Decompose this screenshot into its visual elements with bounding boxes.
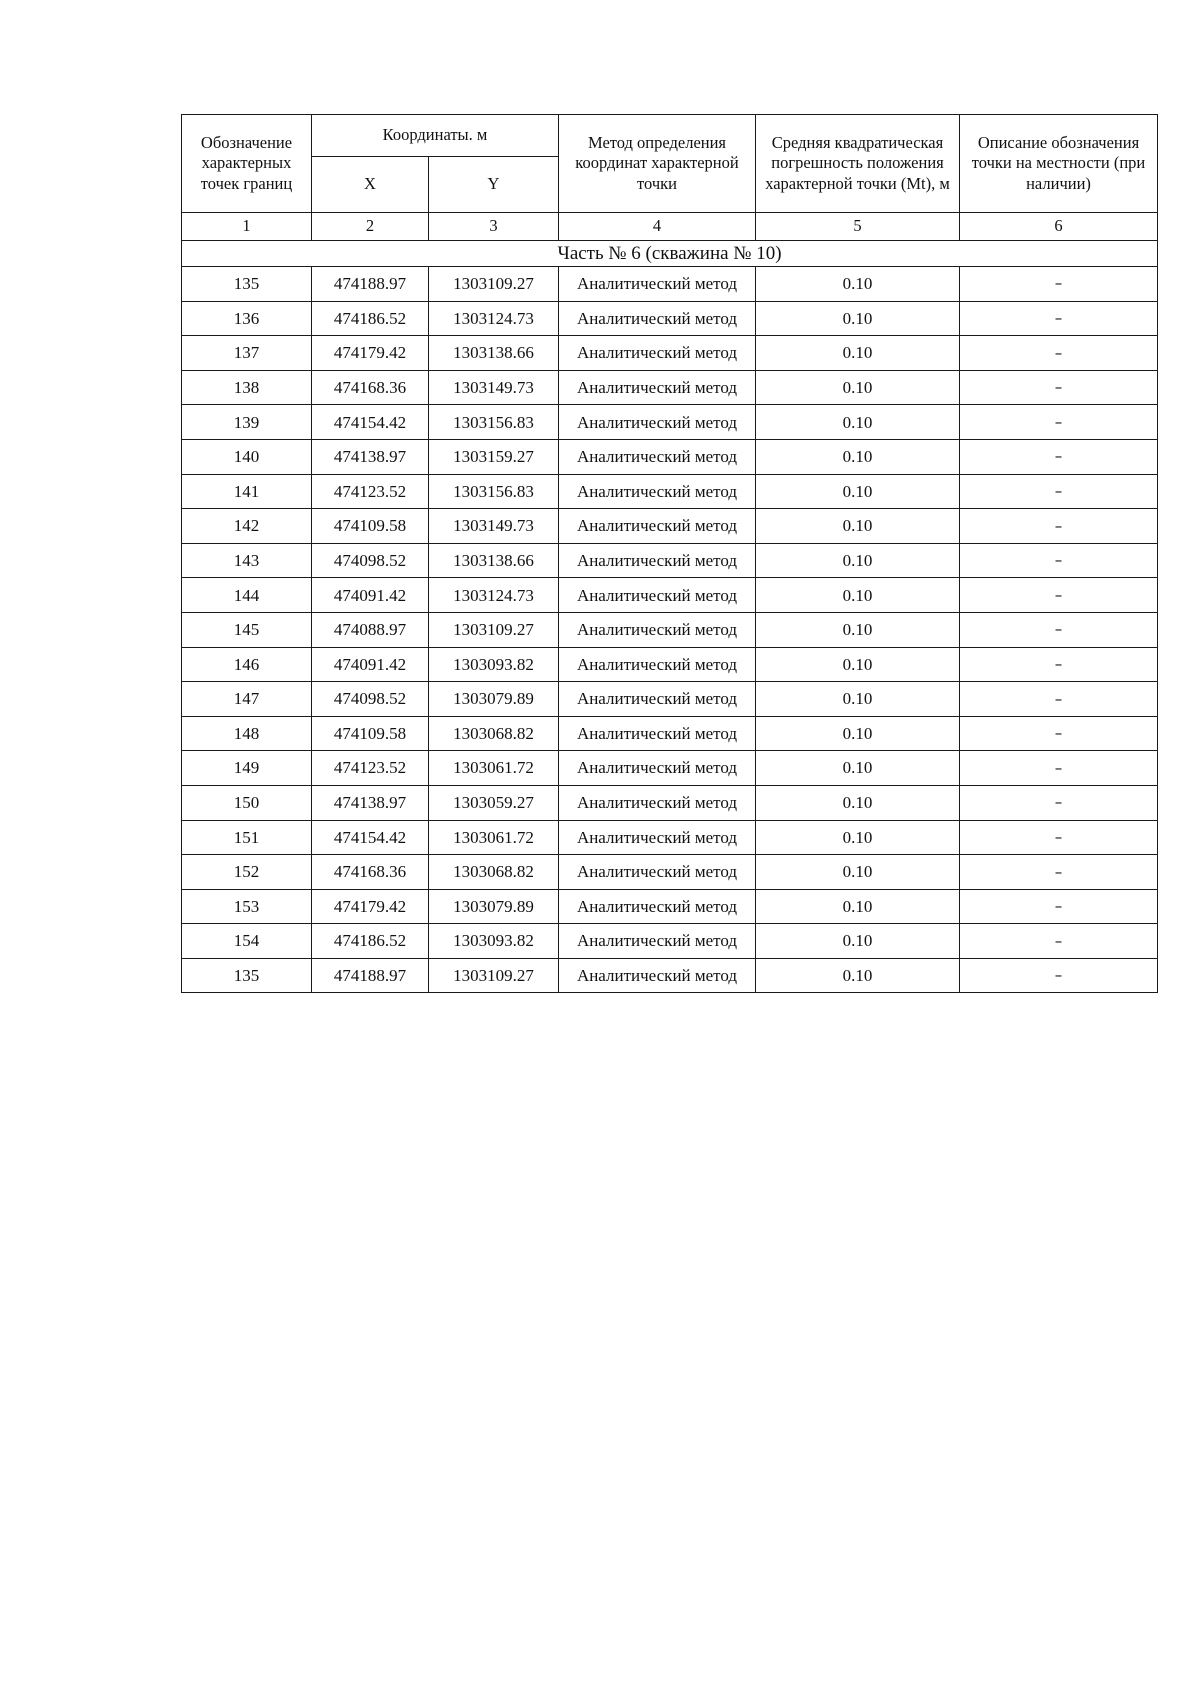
x-coordinate-cell: 474188.97 bbox=[312, 958, 429, 993]
accuracy-cell: 0.10 bbox=[756, 301, 960, 336]
y-coordinate-cell: 1303159.27 bbox=[429, 439, 559, 474]
description-cell: – bbox=[960, 405, 1158, 440]
accuracy-cell: 0.10 bbox=[756, 439, 960, 474]
column-number-row bbox=[182, 213, 1158, 241]
x-coordinate-cell: 474186.52 bbox=[312, 924, 429, 959]
x-coordinate-cell: 474098.52 bbox=[312, 682, 429, 717]
table-row bbox=[182, 889, 1158, 924]
table-row bbox=[182, 924, 1158, 959]
point-cell: 138 bbox=[182, 370, 312, 405]
point-cell: 139 bbox=[182, 405, 312, 440]
description-cell: – bbox=[960, 612, 1158, 647]
method-cell: Аналитический метод bbox=[559, 267, 756, 302]
x-coordinate-cell: 474154.42 bbox=[312, 405, 429, 440]
method-cell: Аналитический метод bbox=[559, 647, 756, 682]
y-coordinate-cell: 1303109.27 bbox=[429, 958, 559, 993]
x-coordinate-cell: 474168.36 bbox=[312, 855, 429, 890]
point-cell: 147 bbox=[182, 682, 312, 717]
description-cell: – bbox=[960, 958, 1158, 993]
method-cell: Аналитический метод bbox=[559, 889, 756, 924]
method-cell: Аналитический метод bbox=[559, 405, 756, 440]
y-coordinate-cell: 1303156.83 bbox=[429, 474, 559, 509]
description-cell: – bbox=[960, 543, 1158, 578]
x-coordinate-cell: 474186.52 bbox=[312, 301, 429, 336]
table-row bbox=[182, 820, 1158, 855]
method-cell: Аналитический метод bbox=[559, 543, 756, 578]
accuracy-cell: 0.10 bbox=[756, 785, 960, 820]
table-row bbox=[182, 439, 1158, 474]
accuracy-cell: 0.10 bbox=[756, 336, 960, 371]
accuracy-cell: 0.10 bbox=[756, 889, 960, 924]
table-row bbox=[182, 370, 1158, 405]
method-cell: Аналитический метод bbox=[559, 716, 756, 751]
y-coordinate-cell: 1303093.82 bbox=[429, 924, 559, 959]
method-cell: Аналитический метод bbox=[559, 855, 756, 890]
y-coordinate-cell: 1303068.82 bbox=[429, 716, 559, 751]
table-row bbox=[182, 785, 1158, 820]
point-cell: 136 bbox=[182, 301, 312, 336]
y-coordinate-cell: 1303061.72 bbox=[429, 751, 559, 786]
point-cell: 153 bbox=[182, 889, 312, 924]
description-cell: – bbox=[960, 820, 1158, 855]
coordinates-table bbox=[181, 114, 1158, 993]
point-cell: 144 bbox=[182, 578, 312, 613]
y-coordinate-cell: 1303109.27 bbox=[429, 612, 559, 647]
method-cell: Аналитический метод bbox=[559, 924, 756, 959]
header-point-designation: Обозначение характерных точек границ bbox=[182, 115, 312, 213]
y-coordinate-cell: 1303079.89 bbox=[429, 682, 559, 717]
point-cell: 151 bbox=[182, 820, 312, 855]
y-coordinate-cell: 1303068.82 bbox=[429, 855, 559, 890]
description-cell: – bbox=[960, 370, 1158, 405]
description-cell: – bbox=[960, 301, 1158, 336]
method-cell: Аналитический метод bbox=[559, 474, 756, 509]
column-number: 3 bbox=[429, 213, 559, 241]
table-row bbox=[182, 509, 1158, 544]
table-row bbox=[182, 301, 1158, 336]
description-cell: – bbox=[960, 785, 1158, 820]
point-cell: 152 bbox=[182, 855, 312, 890]
method-cell: Аналитический метод bbox=[559, 612, 756, 647]
accuracy-cell: 0.10 bbox=[756, 751, 960, 786]
table-row bbox=[182, 612, 1158, 647]
y-coordinate-cell: 1303124.73 bbox=[429, 301, 559, 336]
x-coordinate-cell: 474123.52 bbox=[312, 751, 429, 786]
x-coordinate-cell: 474154.42 bbox=[312, 820, 429, 855]
accuracy-cell: 0.10 bbox=[756, 958, 960, 993]
table-body bbox=[182, 267, 1158, 993]
accuracy-cell: 0.10 bbox=[756, 716, 960, 751]
column-number: 4 bbox=[559, 213, 756, 241]
point-cell: 142 bbox=[182, 509, 312, 544]
description-cell: – bbox=[960, 474, 1158, 509]
point-cell: 137 bbox=[182, 336, 312, 371]
y-coordinate-cell: 1303138.66 bbox=[429, 336, 559, 371]
table-row bbox=[182, 405, 1158, 440]
method-cell: Аналитический метод bbox=[559, 578, 756, 613]
point-cell: 146 bbox=[182, 647, 312, 682]
description-cell: – bbox=[960, 267, 1158, 302]
point-cell: 149 bbox=[182, 751, 312, 786]
method-cell: Аналитический метод bbox=[559, 301, 756, 336]
x-coordinate-cell: 474109.58 bbox=[312, 716, 429, 751]
point-cell: 140 bbox=[182, 439, 312, 474]
table-row bbox=[182, 336, 1158, 371]
method-cell: Аналитический метод bbox=[559, 785, 756, 820]
x-coordinate-cell: 474179.42 bbox=[312, 889, 429, 924]
method-cell: Аналитический метод bbox=[559, 336, 756, 371]
x-coordinate-cell: 474091.42 bbox=[312, 647, 429, 682]
section-row bbox=[182, 241, 1158, 267]
description-cell: – bbox=[960, 716, 1158, 751]
section-title: Часть № 6 (скважина № 10) bbox=[182, 241, 1158, 267]
point-cell: 143 bbox=[182, 543, 312, 578]
accuracy-cell: 0.10 bbox=[756, 924, 960, 959]
x-coordinate-cell: 474091.42 bbox=[312, 578, 429, 613]
x-coordinate-cell: 474109.58 bbox=[312, 509, 429, 544]
accuracy-cell: 0.10 bbox=[756, 405, 960, 440]
table-row bbox=[182, 267, 1158, 302]
accuracy-cell: 0.10 bbox=[756, 578, 960, 613]
method-cell: Аналитический метод bbox=[559, 751, 756, 786]
x-coordinate-cell: 474179.42 bbox=[312, 336, 429, 371]
header-y: Y bbox=[429, 157, 559, 213]
y-coordinate-cell: 1303149.73 bbox=[429, 509, 559, 544]
method-cell: Аналитический метод bbox=[559, 509, 756, 544]
y-coordinate-cell: 1303149.73 bbox=[429, 370, 559, 405]
x-coordinate-cell: 474188.97 bbox=[312, 267, 429, 302]
header-method: Метод определения координат характерной точки bbox=[559, 115, 756, 213]
description-cell: – bbox=[960, 751, 1158, 786]
description-cell: – bbox=[960, 509, 1158, 544]
y-coordinate-cell: 1303079.89 bbox=[429, 889, 559, 924]
y-coordinate-cell: 1303109.27 bbox=[429, 267, 559, 302]
y-coordinate-cell: 1303059.27 bbox=[429, 785, 559, 820]
x-coordinate-cell: 474098.52 bbox=[312, 543, 429, 578]
column-number: 1 bbox=[182, 213, 312, 241]
accuracy-cell: 0.10 bbox=[756, 647, 960, 682]
point-cell: 145 bbox=[182, 612, 312, 647]
accuracy-cell: 0.10 bbox=[756, 855, 960, 890]
table-row bbox=[182, 578, 1158, 613]
y-coordinate-cell: 1303093.82 bbox=[429, 647, 559, 682]
table-row bbox=[182, 682, 1158, 717]
table-row bbox=[182, 751, 1158, 786]
description-cell: – bbox=[960, 439, 1158, 474]
description-cell: – bbox=[960, 682, 1158, 717]
y-coordinate-cell: 1303138.66 bbox=[429, 543, 559, 578]
header-accuracy: Средняя квадратическая погрешность положения характерной точки (Mt), м bbox=[756, 115, 960, 213]
description-cell: – bbox=[960, 889, 1158, 924]
method-cell: Аналитический метод bbox=[559, 370, 756, 405]
x-coordinate-cell: 474138.97 bbox=[312, 785, 429, 820]
accuracy-cell: 0.10 bbox=[756, 682, 960, 717]
y-coordinate-cell: 1303156.83 bbox=[429, 405, 559, 440]
point-cell: 148 bbox=[182, 716, 312, 751]
point-cell: 150 bbox=[182, 785, 312, 820]
accuracy-cell: 0.10 bbox=[756, 267, 960, 302]
point-cell: 141 bbox=[182, 474, 312, 509]
point-cell: 135 bbox=[182, 267, 312, 302]
description-cell: – bbox=[960, 647, 1158, 682]
point-cell: 135 bbox=[182, 958, 312, 993]
column-number: 5 bbox=[756, 213, 960, 241]
point-cell: 154 bbox=[182, 924, 312, 959]
x-coordinate-cell: 474088.97 bbox=[312, 612, 429, 647]
table-row bbox=[182, 855, 1158, 890]
y-coordinate-cell: 1303061.72 bbox=[429, 820, 559, 855]
table-row bbox=[182, 647, 1158, 682]
description-cell: – bbox=[960, 336, 1158, 371]
accuracy-cell: 0.10 bbox=[756, 820, 960, 855]
table-row bbox=[182, 958, 1158, 993]
header-coordinates: Координаты. м bbox=[312, 115, 559, 157]
table-row bbox=[182, 716, 1158, 751]
method-cell: Аналитический метод bbox=[559, 820, 756, 855]
description-cell: – bbox=[960, 924, 1158, 959]
column-number: 6 bbox=[960, 213, 1158, 241]
header-description: Описание обозначения точки на местности (при наличии) bbox=[960, 115, 1158, 213]
header-row bbox=[182, 115, 1158, 157]
table-row bbox=[182, 543, 1158, 578]
method-cell: Аналитический метод bbox=[559, 958, 756, 993]
accuracy-cell: 0.10 bbox=[756, 509, 960, 544]
x-coordinate-cell: 474123.52 bbox=[312, 474, 429, 509]
x-coordinate-cell: 474138.97 bbox=[312, 439, 429, 474]
method-cell: Аналитический метод bbox=[559, 439, 756, 474]
column-number: 2 bbox=[312, 213, 429, 241]
header-x: X bbox=[312, 157, 429, 213]
method-cell: Аналитический метод bbox=[559, 682, 756, 717]
accuracy-cell: 0.10 bbox=[756, 370, 960, 405]
x-coordinate-cell: 474168.36 bbox=[312, 370, 429, 405]
table-row bbox=[182, 474, 1158, 509]
accuracy-cell: 0.10 bbox=[756, 474, 960, 509]
accuracy-cell: 0.10 bbox=[756, 612, 960, 647]
y-coordinate-cell: 1303124.73 bbox=[429, 578, 559, 613]
description-cell: – bbox=[960, 578, 1158, 613]
description-cell: – bbox=[960, 855, 1158, 890]
accuracy-cell: 0.10 bbox=[756, 543, 960, 578]
